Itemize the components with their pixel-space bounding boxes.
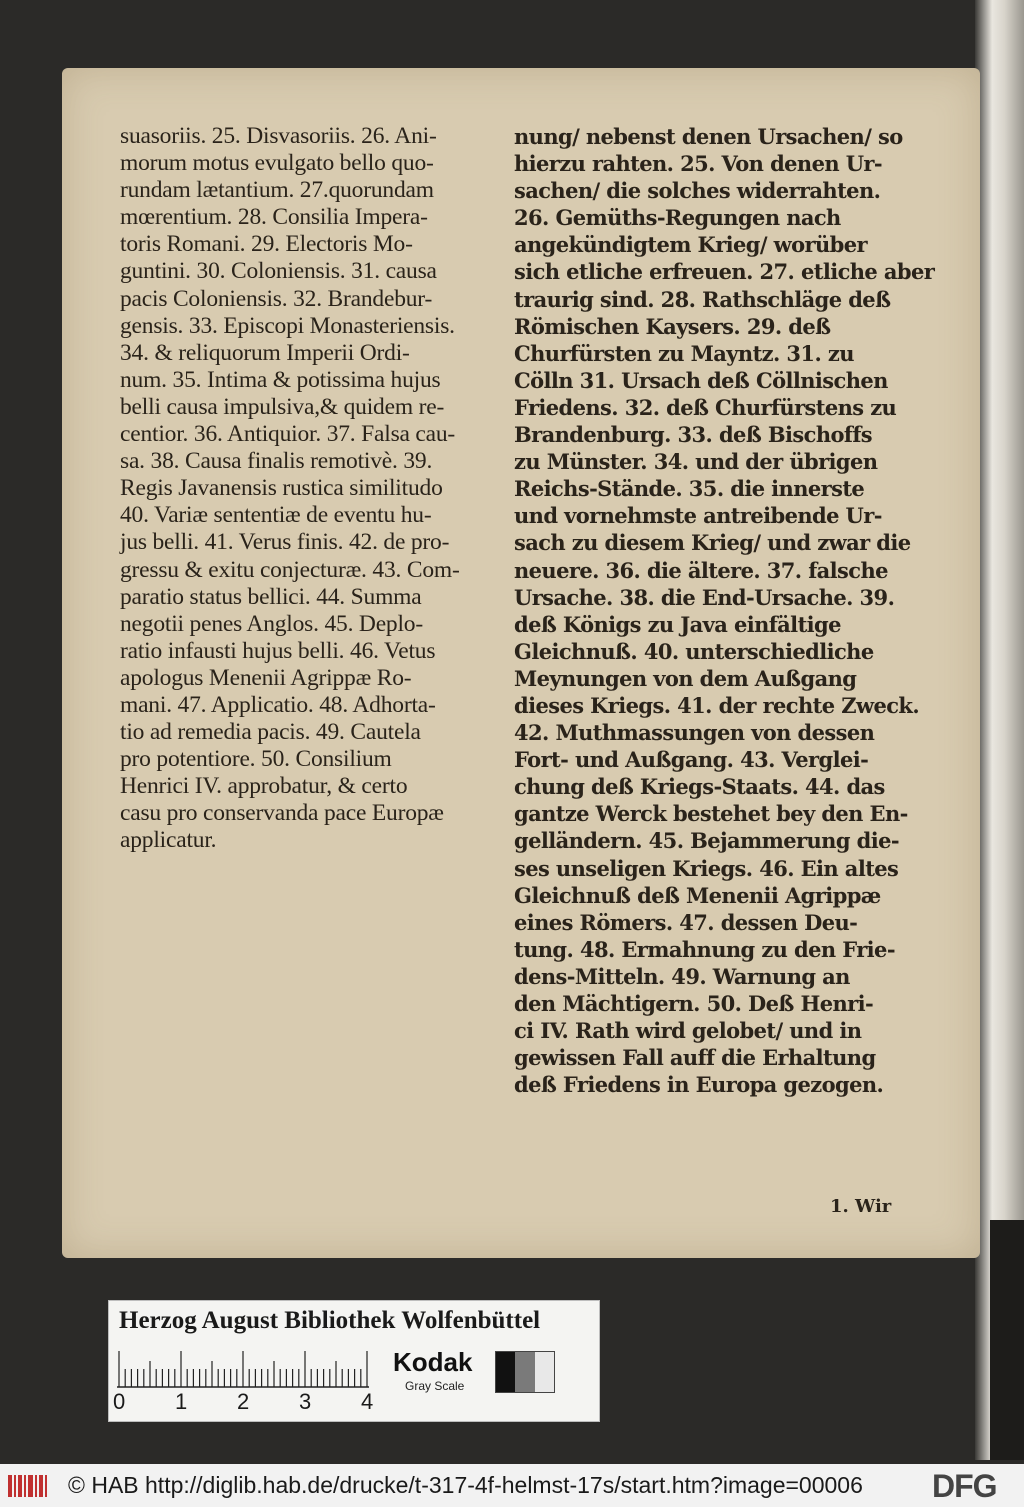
german-line: gewissen Fall auff die Erhaltung [514,1045,876,1071]
german-line: deß Königs zu Java einfältige [514,611,841,637]
german-line: Römischen Kaysers. 29. deß [514,313,831,339]
german-line: chung deß Kriegs-Staats. 44. das [514,774,885,800]
latin-line: mani. 47. Applicatio. 48. Adhorta- [120,691,436,718]
german-line: Friedens. 32. deß Churfürstens zu [514,394,897,420]
ruler-number: 2 [237,1389,250,1414]
german-line: sich etliche erfreuen. 27. etliche aber [514,259,935,285]
german-line: gelländern. 45. Bejammerung die- [514,828,899,854]
latin-line: guntini. 30. Coloniensis. 31. causa [120,258,437,285]
latin-line: pro potentiore. 50. Consilium [120,746,392,773]
latin-line: sa. 38. Causa finalis remotivè. 39. [120,448,433,475]
german-line: nung/ nebenst denen Ursachen/ so [514,124,903,149]
latin-line: casu pro conservanda pace Europæ [120,800,444,827]
german-line: eines Römers. 47. dessen Deu- [514,909,858,935]
german-line: und vornehmste antreibende Ur- [514,503,882,529]
latin-line: ratio infausti hujus belli. 46. Vetus [120,637,436,664]
institution-name: Herzog August Bibliothek Wolfenbüttel [119,1307,541,1334]
german-line: Gleichnuß. 40. unterschiedliche [514,638,874,664]
catchword: 1. Wir [830,1196,892,1217]
latin-line: centior. 36. Antiquior. 37. Falsa cau- [120,421,456,448]
latin-line: tio ad remedia pacis. 49. Cautela [120,719,421,746]
gray-scale-patches [495,1351,555,1393]
german-line: traurig sind. 28. Rathschläge deß [514,286,891,312]
german-line: zu Münster. 34. und der übrigen [514,449,878,475]
latin-line: belli causa impulsiva,& quidem re- [120,393,445,420]
german-line: neuere. 36. die ältere. 37. falsche [514,557,888,583]
latin-line: Regis Javanensis rustica similitudo [120,475,443,502]
german-line: ci IV. Rath wird gelobet/ und in [514,1018,862,1044]
latin-line: rundam lætantium. 27.quorundam [120,177,434,204]
german-line: Ursache. 38. die End-Ursache. 39. [514,584,895,610]
german-line: Reichs-Stände. 35. die innerste [514,476,865,502]
german-line: hierzu rahten. 25. Von denen Ur- [514,151,883,177]
ruler-scale [117,1347,377,1389]
ruler-number: 3 [299,1389,312,1414]
german-line: Brandenburg. 33. deß Bischoffs [514,422,872,448]
latin-line: Henrici IV. approbatur, & certo [120,773,408,800]
latin-line: pacis Coloniensis. 32. Brandebur- [120,285,433,312]
german-line: Gleichnuß deß Menenii Agrippæ [514,882,881,908]
german-line: dieses Kriegs. 41. der rechte Zweck. [514,692,920,718]
german-line: 42. Muthmassungen von dessen [514,720,875,746]
kodak-subtitle: Gray Scale [405,1379,465,1393]
latin-line: negotii penes Anglos. 45. Deplo- [120,610,423,637]
latin-line: apologus Menenii Agrippæ Ro- [120,664,412,691]
document-page [62,68,980,1258]
ruler-number: 1 [175,1389,188,1414]
latin-line: num. 35. Intima & potissima hujus [120,366,441,393]
german-line: sachen/ die solches widerrahten. [514,178,881,204]
german-line: Fort- und Außgang. 43. Verglei- [514,747,869,773]
latin-line: mœrentium. 28. Consilia Impera- [120,204,428,231]
dfg-logo: DFG [932,1468,997,1504]
kodak-logo: Kodak [393,1347,473,1377]
german-line: angekündigtem Krieg/ worüber [514,232,867,258]
ruler-number: 4 [361,1389,374,1414]
latin-line: morum motus evulgato bello quo- [120,150,434,177]
german-line: 26. Gemüths-Regungen nach [514,205,841,231]
german-line: Meynungen von dem Außgang [514,665,857,691]
latin-line: jus belli. 41. Verus finis. 42. de pro- [120,529,450,556]
german-line: Churfürsten zu Mayntz. 31. zu [514,340,854,366]
latin-line: gressu & exitu conjecturæ. 43. Com- [120,556,460,583]
german-line: gantze Werck bestehet bey den En- [514,801,908,827]
ruler-number: 0 [113,1389,126,1414]
german-line: ses unseligen Kriegs. 46. Ein altes [514,855,899,881]
german-line: deß Friedens in Europa gezogen. [514,1072,884,1098]
german-line: tung. 48. Ermahnung zu den Frie- [514,936,895,962]
latin-line: applicatur. [120,827,217,854]
latin-line: 34. & reliquorum Imperii Ordi- [120,339,410,366]
footer-bar [0,1464,1024,1507]
german-line: dens-Mitteln. 49. Warnung an [514,963,850,989]
latin-line: gensis. 33. Episcopi Monasteriensis. [120,312,455,339]
german-line: Cölln 31. Ursach deß Cöllnischen [514,367,888,393]
german-line: den Mächtigern. 50. Deß Henri- [514,991,874,1016]
german-line: sach zu diesem Krieg/ und zwar die [514,530,911,556]
barcode-icon [8,1473,48,1499]
latin-line: 40. Variæ sententiæ de eventu hu- [120,502,432,529]
german-column [514,123,935,1098]
latin-column [120,123,490,855]
book-edge-shadow [990,1220,1024,1460]
latin-line: suasoriis. 25. Disvasoriis. 26. Ani- [120,123,437,149]
latin-line: paratio status bellici. 44. Summa [120,583,422,610]
latin-line: toris Romani. 29. Electoris Mo- [120,231,413,258]
library-label [108,1300,600,1422]
source-url[interactable]: © HAB http://diglib.hab.de/drucke/t-317-4f-helmst-17s/start.htm?image=00006 [68,1472,863,1498]
